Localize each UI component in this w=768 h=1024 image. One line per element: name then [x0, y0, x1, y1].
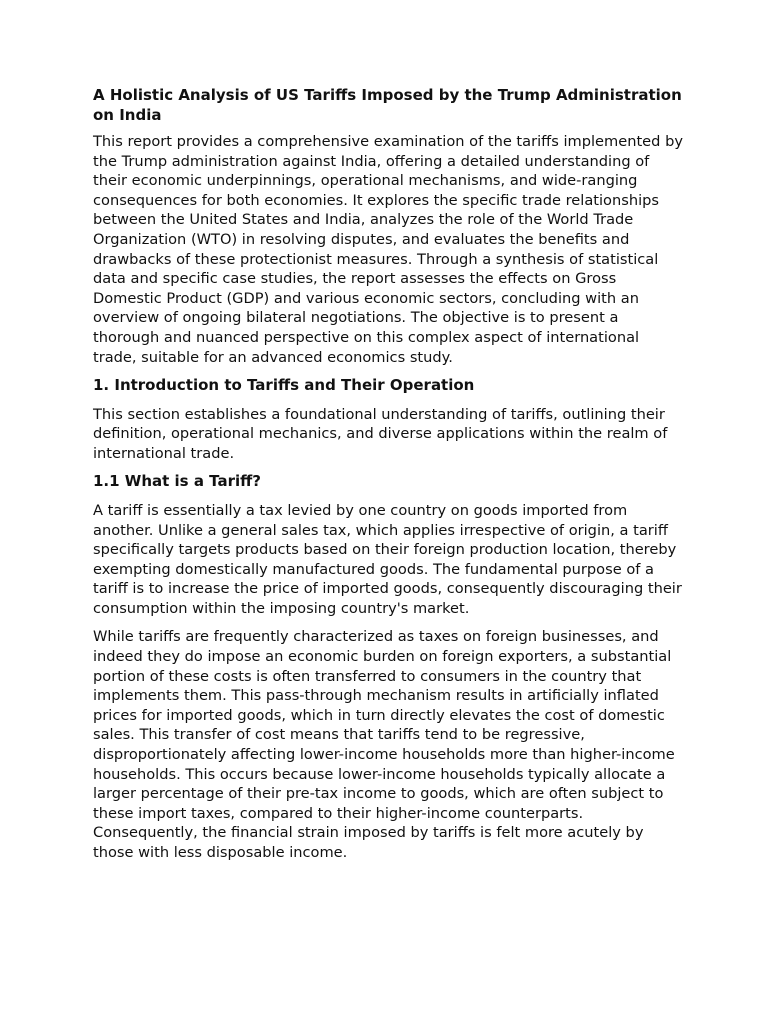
intro-paragraph: This report provides a comprehensive examination of the tariffs implemented by the Trump administration against India, offering a detailed understanding of their economic underpinnings, operational mechanisms, and wide-ranging consequences for both economies. It explores the specific trade relationships between the United States and India, analyzes the role of the World Trade Organization (WTO) in resolving disputes, and evaluates the benefits and drawbacks of these protectionist measures. Through a synthesis of statistical data and specific case studies, the report assesses the effects on Gross Domestic Product (GDP) and various economic sectors, concluding with an overview of ongoing bilateral negotiations. The objective is to present a thorough and nuanced perspective on this complex aspect of international trade, suitable for an advanced economics study. [93, 133, 683, 366]
section-1-1-paragraph-2: While tariffs are frequently characterized as taxes on foreign businesses, and indeed they do impose an economic burden on foreign exporters, a substantial portion of these costs is often transferred to consumers in the country that implements them. This pass-through mechanism results in artificially inflated prices for imported goods, which in turn directly elevates the cost of domestic sales. This transfer of cost means that tariffs tend to be regressive, disproportionately affecting lower-income households more than higher-income households. This occurs because lower-income households typically allocate a larger percentage of their pre-tax income to goods, which are often subject to these import taxes, compared to their higher-income counterparts. Consequently, the financial strain imposed by tariffs is felt more acutely by those with less disposable income. [93, 628, 675, 861]
document-title: A Holistic Analysis of US Tariffs Imposed by the Trump Administration on India [93, 86, 682, 124]
section-1-1-heading: 1.1 What is a Tariff? [93, 472, 261, 491]
section-1-paragraph: This section establishes a foundational understanding of tariffs, outlining their definition, operational mechanics, and diverse applications within the realm of international trade. [93, 405, 668, 462]
section-1-1-paragraph-1: A tariff is essentially a tax levied by one country on goods imported from another. Unlike a general sales tax, which applies irrespective of origin, a tariff specifically targets products based on their foreign production location, thereby exempting domestically manufactured goods. The fundamental purpose of a tariff is to increase the price of imported goods, consequently discouraging their consumption within the imposing country's market. [93, 501, 682, 617]
section-1-heading: 1. Introduction to Tariffs and Their Operation [93, 376, 475, 395]
document-body [93, 86, 683, 872]
